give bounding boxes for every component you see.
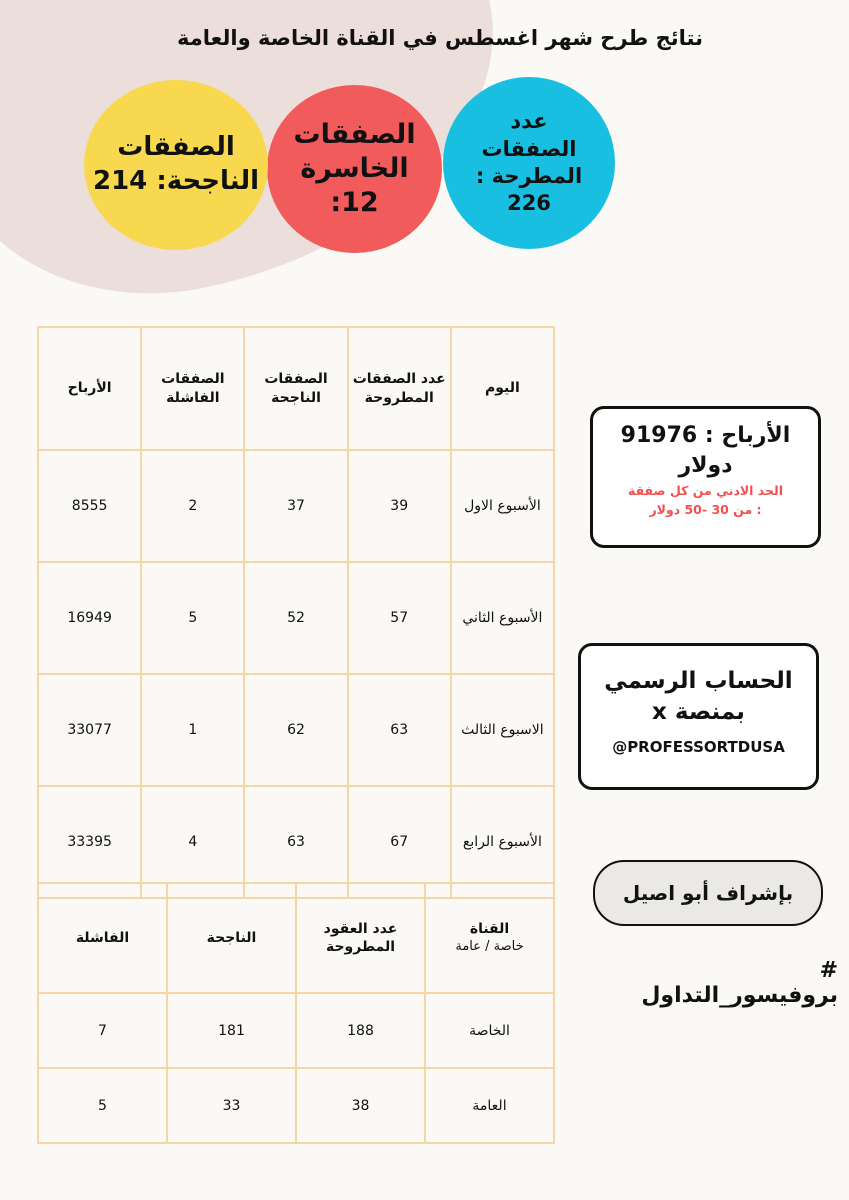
profit-currency: دولار [678, 452, 733, 478]
profit-note-line1: الحد الادني من كل صفقة [627, 483, 784, 499]
account-handle: @PROFESSORTDUSA [612, 738, 785, 757]
total-trades-line3: المطرحة : [475, 164, 583, 188]
cell-profit: 33077 [38, 674, 141, 786]
header-won: الناجحة [167, 883, 296, 993]
table-row [38, 674, 554, 786]
won-trades-line2: الناجحة: 214 [92, 166, 260, 196]
cell-week: الأسبوع الثاني [451, 562, 554, 674]
lost-trades-circle [267, 85, 442, 253]
table-header-row [38, 883, 554, 993]
profit-box [590, 406, 821, 548]
cell-won: 52 [244, 562, 347, 674]
hashtag: # بروفيسور_التداول [641, 958, 838, 1008]
header-channel [425, 883, 554, 993]
cell-profit: 8555 [38, 450, 141, 562]
header-contracts: عدد العقود المطروحة [296, 883, 425, 993]
profit-total: الأرباح : 91976 [620, 423, 791, 448]
channel-results-table [37, 882, 555, 1144]
cell-total: 67 [348, 786, 451, 898]
cell-failed: 5 [38, 1068, 167, 1143]
header-channel-label: القناة [469, 921, 510, 938]
won-trades-circle [84, 80, 268, 250]
cell-total: 63 [348, 674, 451, 786]
cell-profit: 16949 [38, 562, 141, 674]
header-won-trades: الصفقات الناجحة [244, 327, 347, 450]
page-title: نتائج طرح شهر اغسطس في القناة الخاصة والعامة [177, 26, 703, 50]
lost-trades-line2: الخاسرة [300, 153, 409, 185]
cell-total: 57 [348, 562, 451, 674]
cell-week: الأسبوع الرابع [451, 786, 554, 898]
cell-week: الاسبوع الثالث [451, 674, 554, 786]
total-trades-circle [443, 77, 615, 249]
cell-won: 62 [244, 674, 347, 786]
cell-failed: 4 [141, 786, 244, 898]
cell-failed: 2 [141, 450, 244, 562]
header-channel-sub: خاصة / عامة [455, 938, 524, 954]
cell-total: 39 [348, 450, 451, 562]
table-row [38, 993, 554, 1068]
cell-channel: العامة [425, 1068, 554, 1143]
table-row [38, 1068, 554, 1143]
total-trades-line1: عدد [510, 109, 548, 134]
table-row [38, 562, 554, 674]
won-trades-line1: الصفقات [117, 132, 235, 163]
cell-contracts: 188 [296, 993, 425, 1068]
total-trades-value: 226 [507, 191, 551, 216]
official-account-box [578, 643, 819, 790]
cell-failed: 1 [141, 674, 244, 786]
total-trades-line2: الصفقات [481, 136, 577, 161]
account-line2: بمنصة x [652, 699, 745, 726]
profit-note-line2: : من 30 -50 دولار [649, 501, 762, 517]
header-failed: الفاشلة [38, 883, 167, 993]
lost-trades-line1: الصفقات [293, 119, 416, 151]
cell-won: 33 [167, 1068, 296, 1143]
cell-contracts: 38 [296, 1068, 425, 1143]
cell-channel: الخاصة [425, 993, 554, 1068]
table-row [38, 450, 554, 562]
header-profits: الأرباح [38, 327, 141, 450]
header-failed-trades: الصفقات الفاشلة [141, 327, 244, 450]
cell-profit: 33395 [38, 786, 141, 898]
cell-won: 63 [244, 786, 347, 898]
cell-failed: 5 [141, 562, 244, 674]
supervision-badge: بإشراف أبو اصيل [593, 860, 823, 926]
cell-won: 37 [244, 450, 347, 562]
header-day: اليوم [451, 327, 554, 450]
header-total-trades: عدد الصفقات المطروحة [348, 327, 451, 450]
weekly-results-table [37, 326, 555, 899]
cell-won: 181 [167, 993, 296, 1068]
cell-week: الأسبوع الاول [451, 450, 554, 562]
lost-trades-value: 12: [330, 186, 379, 218]
table-header-row [38, 327, 554, 450]
cell-failed: 7 [38, 993, 167, 1068]
account-line1: الحساب الرسمي [604, 668, 793, 694]
